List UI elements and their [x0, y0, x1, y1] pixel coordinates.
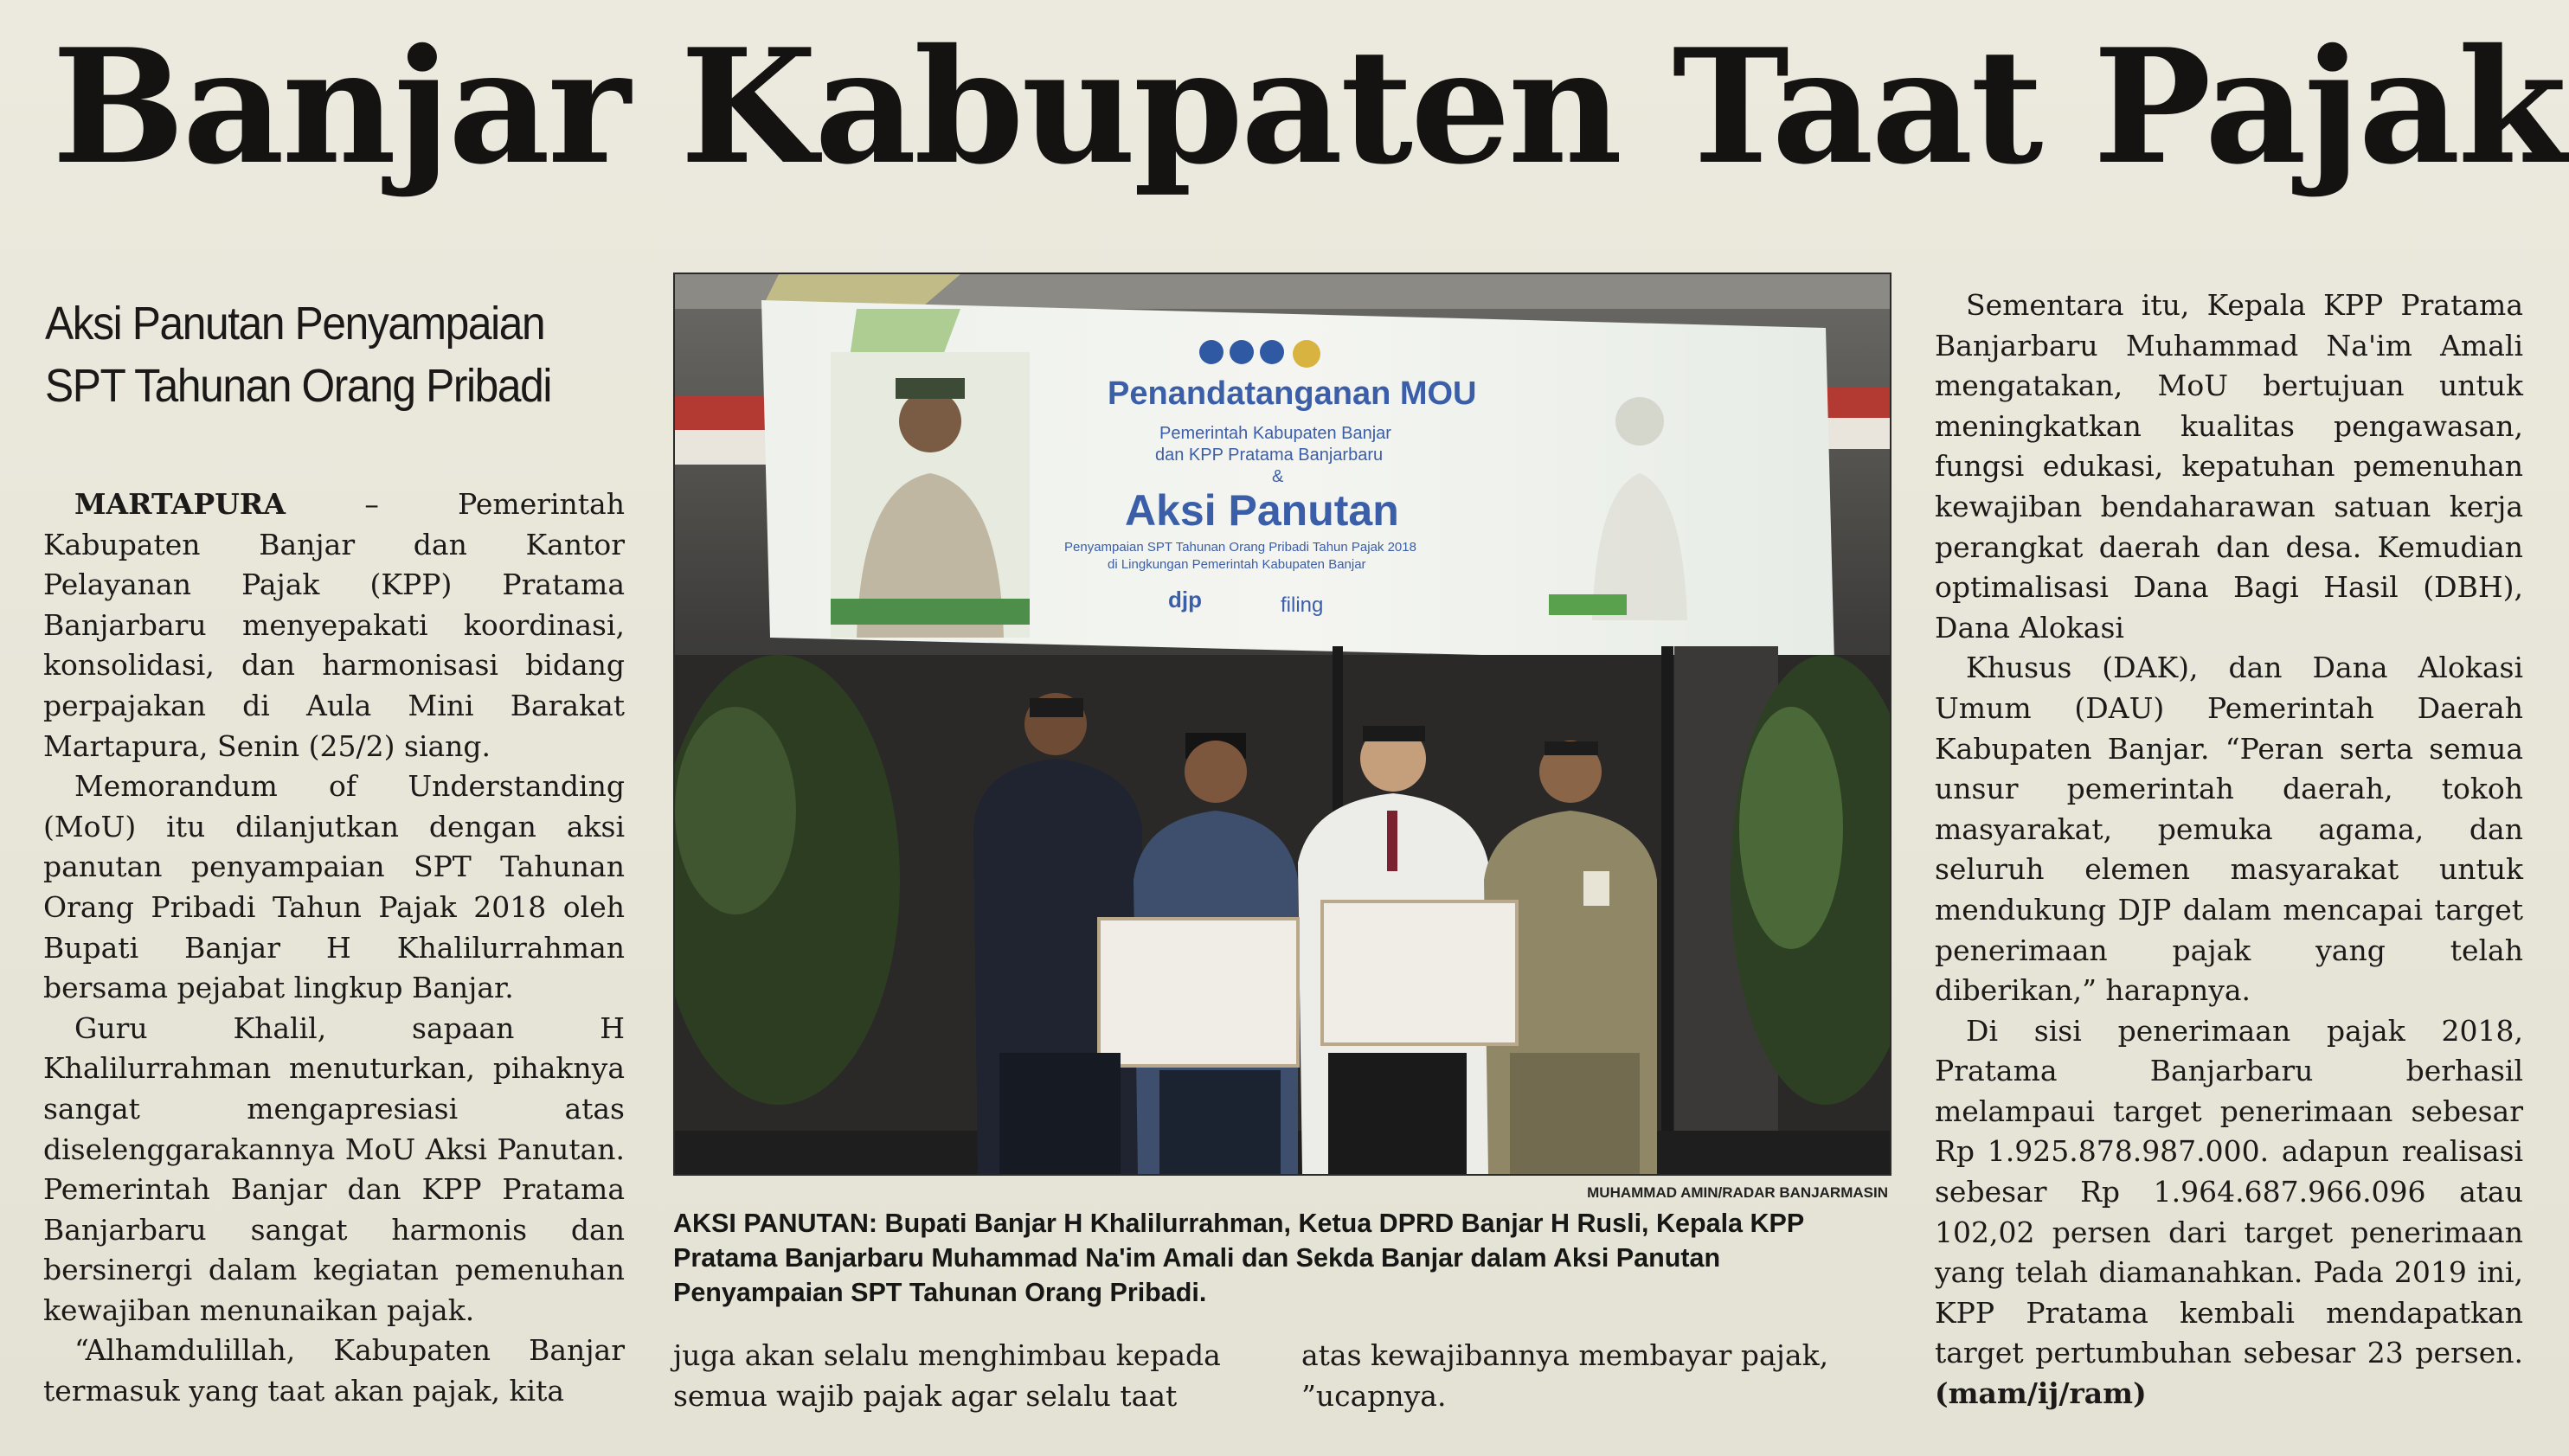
banner-title: Penandatanganan MOU — [1108, 375, 1477, 412]
paragraph-2: Memorandum of Understanding (MoU) itu dilanjutkan dengan aksi panutan penyampaian SPT Tahunan Orang Pribadi Tahun Pajak 2018 oleh Bupati Banjar H Khalilurrahman bersama pejabat lingkup Banjar. — [43, 769, 625, 1005]
banner-logo-efiling: filing — [1281, 593, 1324, 617]
dateline: MARTAPURA — [74, 487, 286, 521]
article-column-3 — [1301, 1336, 1888, 1416]
article-column-2 — [673, 1336, 1260, 1416]
paragraph-4: “Alhamdulillah, Kabupaten Banjar termasuk yang taat akan pajak, kita — [43, 1333, 625, 1408]
headline: Banjar Kabupaten Taat Pajak — [52, 14, 2565, 199]
banner-line-4: di Lingkungan Pemerintah Kabupaten Banjar — [1108, 557, 1366, 572]
column-2-text: juga akan selalu menghimbau kepada semua wajib pajak agar selalu taat — [673, 1338, 1221, 1413]
banner-event: Aksi Panutan — [1125, 486, 1399, 535]
paragraph-6: Khusus (DAK), dan Dana Alokasi Umum (DAU) Pemerintah Daerah Kabupaten Banjar. “Peran serta semua unsur pemerintah daerah, tokoh masyarakat, pemuka agama, dan seluruh elemen masyarakat untuk mendukung DJP dalam mencapai target penerimaan pajak yang telah diberikan,” harapnya. — [1935, 651, 2523, 1008]
banner-logo-djp: djp — [1168, 587, 1202, 613]
article-column-4 — [1935, 285, 2523, 1414]
subheadline-line-2: SPT Tahunan Orang Pribadi — [45, 360, 552, 412]
photo-credit: MUHAMMAD AMIN/RADAR BANJARMASIN — [1587, 1184, 1888, 1201]
article-column-1 — [43, 484, 625, 1412]
column-3-text: atas kewajibannya membayar pajak, ”ucapnya. — [1301, 1338, 1829, 1413]
paragraph-7: Di sisi penerimaan pajak 2018, Pratama Banjarbaru berhasil melampaui target penerimaan sebesar Rp 1.925.878.987.000. adapun realisasi sebesar Rp 1.964.687.966.096 atau 102,02 persen dari target penerimaan yang telah diamanahkan. Pada 2019 ini, KPP Pratama kembali mendapatkan target pertumbuhan sebesar 23 persen. — [1935, 1013, 2523, 1370]
paragraph-3: Guru Khalil, sapaan H Khalilurrahman menuturkan, pihaknya sangat mengapresiasi atas diselenggarakannya MoU Aksi Panutan. Pemerintah Banjar dan KPP Pratama Banjarbaru sangat harmonis dan bersinergi dalam kegiatan pemenuhan kewajiban menunaikan pajak. — [43, 1010, 625, 1327]
subheadline-line-1: Aksi Panutan Penyampaian — [45, 298, 545, 350]
banner-ampersand: & — [1272, 467, 1284, 486]
paragraph-1: – Pemerintah Kabupaten Banjar dan Kantor Pelayanan Pajak (KPP) Pratama Banjarbaru menyepakati koordinasi, konsolidasi, dan harmonisasi bidang perpajakan di Aula Mini Barakat Martapura, Senin (25/2) siang. — [43, 487, 625, 763]
author-signoff: (mam/ij/ram) — [1935, 1376, 2147, 1411]
banner-line-1: Pemerintah Kabupaten Banjar — [1159, 424, 1391, 443]
banner-line-2: dan KPP Pratama Banjarbaru — [1155, 446, 1384, 465]
paragraph-5: Sementara itu, Kepala KPP Pratama Banjarbaru Muhammad Na'im Amali mengatakan, MoU bertujuan untuk meningkatkan kualitas pengawasan, fungsi edukasi, kepatuhan pemenuhan kewajiban bendaharawan satuan kerja perangkat daerah dan desa. Kemudian optimalisasi Dana Bagi Hasil (DBH), Dana Alokasi — [1935, 288, 2523, 645]
photo-caption: AKSI PANUTAN: Bupati Banjar H Khalilurrahman, Ketua DPRD Banjar H Rusli, Kepala KPP Pratama Banjarbaru Muhammad Na'im Amali dan Sekda Banjar dalam Aksi Panutan Penyampaian SPT Tahunan Orang Pribadi. — [673, 1209, 1804, 1307]
subheadline — [45, 292, 587, 417]
banner-line-3: Penyampaian SPT Tahunan Orang Pribadi Tahun Pajak 2018 — [1064, 540, 1416, 555]
news-photo — [673, 273, 1891, 1176]
photo-illustration — [675, 274, 1890, 1174]
